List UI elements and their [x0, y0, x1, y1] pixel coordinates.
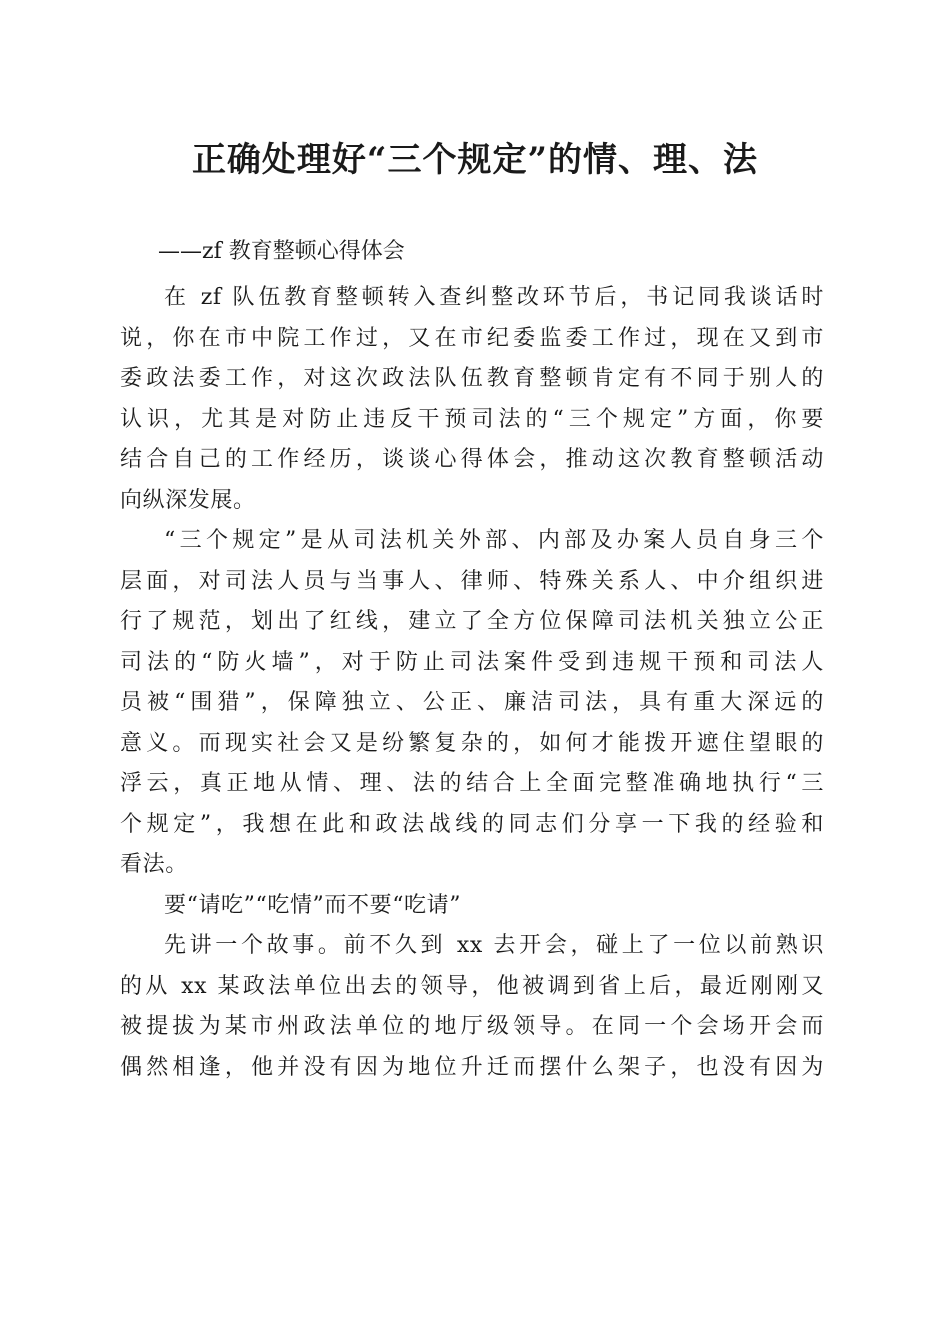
- paragraph-line: 行了规范，划出了红线，建立了全方位保障司法机关独立公正: [120, 609, 824, 634]
- paragraph-line: 说，你在市中院工作过，又在市纪委监委工作过，现在又到市: [120, 325, 824, 351]
- section-heading: [120, 886, 824, 927]
- paragraph-line: 意义。而现实社会又是纷繁复杂的，如何才能拨开遮住望眼的: [120, 730, 824, 756]
- paragraph-line: “三个规定”是从司法机关外部、内部及办案人员自身三个: [164, 528, 824, 553]
- paragraph-line: 浮云，真正地从情、理、法的结合上全面完整准确地执行“三: [120, 771, 824, 796]
- paragraph-line: 看法。: [120, 852, 188, 877]
- document-body: [120, 278, 824, 1088]
- paragraph-line: 在 zf 队伍教育整顿转入查纠整改环节后，书记同我谈话时: [164, 285, 824, 310]
- paragraph-3: [120, 926, 824, 1088]
- paragraph-line: 的从 xx 某政法单位出去的领导，他被调到省上后，最近刚刚又: [120, 973, 824, 999]
- paragraph-line: 要“请吃”“吃情”而不要“吃请”: [164, 892, 462, 918]
- paragraph-line: 员被“围猎”，保障独立、公正、廉洁司法，具有重大深远的: [120, 690, 824, 715]
- paragraph-line: 委政法委工作，对这次政法队伍教育整顿肯定有不同于别人的: [120, 366, 824, 391]
- paragraph-line: 被提拔为某市州政法单位的地厅级领导。在同一个会场开会而: [120, 1014, 824, 1039]
- paragraph-line: 个规定”，我想在此和政法战线的同志们分享一下我的经验和: [120, 811, 824, 837]
- paragraph-line: 先讲一个故事。前不久到 xx 去开会，碰上了一位以前熟识: [164, 933, 824, 958]
- paragraph-line: 向纵深发展。: [120, 487, 256, 513]
- paragraph-line: 司法的“防火墙”，对于防止司法案件受到违规干预和司法人: [120, 649, 824, 675]
- document-title: 正确处理好“三个规定”的情、理、法: [191, 140, 759, 180]
- paragraph-line: 层面，对司法人员与当事人、律师、特殊关系人、中介组织进: [120, 568, 824, 594]
- document-subtitle: ——zf 教育整顿心得体会: [158, 239, 405, 264]
- paragraph-line: 结合自己的工作经历，谈谈心得体会，推动这次教育整顿活动: [120, 447, 824, 472]
- paragraph-line: 认识，尤其是对防止违反干预司法的“三个规定”方面，你要: [120, 406, 824, 432]
- paragraph-2: [120, 521, 824, 886]
- paragraph-line: 偶然相逢，他并没有因为地位升迁而摆什么架子，也没有因为: [120, 1054, 824, 1080]
- paragraph-1: [120, 278, 824, 521]
